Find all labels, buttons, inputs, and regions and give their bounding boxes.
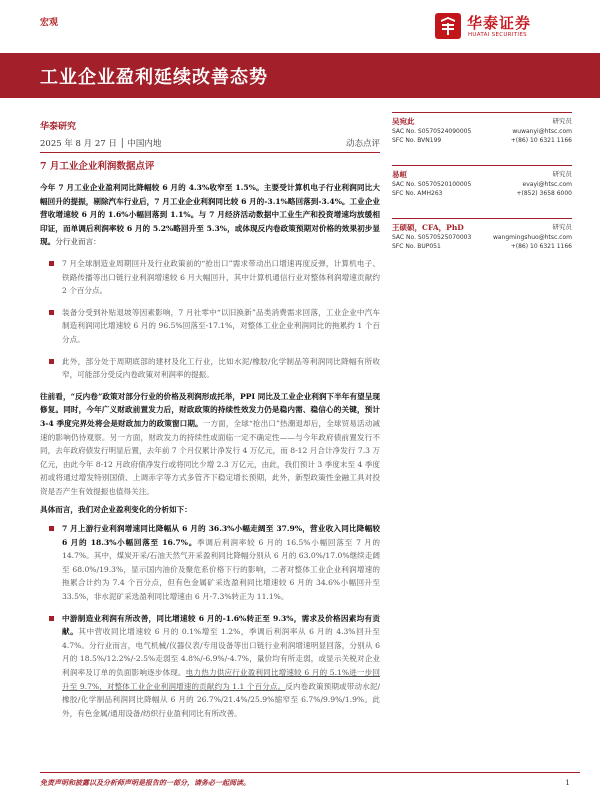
footer-divider [40, 772, 580, 773]
analyst-email[interactable]: evayi@htsc.com [522, 181, 572, 188]
analyst-sac: SAC No. S0570525070003 [392, 234, 472, 241]
intro-bold: 今年 7 月工业企业盈利同比降幅较 6 月的 4.3%收窄至 1.5%。主要受计算机电子行业利润同比大幅回升的提振，剔除汽车行业后，7 月工业企业利润同比较 6 月的-3.1%略回落到-3.4%。工业企业营收增速较 6 月的 1.6%小幅回落到 1.1%。与 7 月经济活动数据中工业生产和投资增速均放缓相印证，而单调后利润率较 6 月的 5.2%略回升至 5.3%，或体现反内卷政策预期对价格的效果初步显现。 [40, 183, 380, 247]
title-banner [0, 53, 600, 98]
analyst-role: 研究员 [552, 223, 572, 231]
midstream-underline: 电力热力供应行业盈利同比增速较 6 月的 5.1%进一步回升至 9.7%，对整体工业企业利润增速的贡献约为 1.1 个百分点。 [62, 668, 380, 691]
intro-paragraph [40, 181, 380, 249]
industry-bullet: 此外，部分处于周期底部的建材及化工行业，比如水泥/橡胶/化学制品等利润同比降幅有所收窄，可能部分受反内卷政策对利润率的提振。 [40, 355, 380, 382]
analyst-email[interactable]: wuwanyi@htsc.com [512, 128, 572, 135]
analyst-email[interactable]: wangmingshuo@htsc.com [492, 234, 572, 241]
analyst-phone: +(852) 3658 6000 [516, 190, 572, 197]
section-title: 7 月工业企业利润数据点评 [40, 161, 155, 172]
midstream-bullet [40, 612, 380, 721]
industry-bullet: 装备分受到补贴退坡等因素影响，7 月社零中“以旧换新”品类消费需求回落，工业企业中汽车制造利润同比增速较 6 月的 96.5%回落至-17.1%，对整体工业企业利润同比的拖累约 1 个百分点。 [40, 306, 380, 347]
analyst-sac: SAC No. S0570520100005 [392, 181, 472, 188]
midstream-bold: 中游制造业利润有所改善，同比增速较 6 月的-1.6%转正至 9.3%，需求及价格因素均有贡献。 [62, 613, 380, 637]
report-date: 2025 年 8 月 27 日 │ 中国内地 [40, 139, 162, 149]
org-name: 华泰研究 [40, 122, 77, 132]
report-type: 动态点评 [345, 139, 380, 149]
analyst-phone: +(86) 10 6321 1166 [510, 137, 572, 144]
analyst-card [392, 218, 572, 264]
analyst-panel [392, 112, 572, 271]
analyst-sac: SAC No. S0570524090005 [392, 128, 472, 135]
analyst-name: 吴宛此 [392, 117, 415, 126]
huatai-logo [435, 10, 570, 44]
report-title: 工业企业盈利延续改善态势 [40, 67, 268, 88]
upstream-bold: 7 月上游行业利润增速同比降幅从 6 月的 36.3%小幅走阔至 37.9%，营业收入同比降幅较 6 月的 18.3%小幅回落至 16.7%。 [62, 524, 380, 547]
analyst-sfc: SFC No. BVN199 [392, 137, 442, 144]
report-category-tag: 宏观 [40, 18, 59, 28]
analyst-role: 研究员 [552, 117, 572, 125]
analyst-role: 研究员 [552, 170, 572, 178]
midstream-normal-2: 反内卷政策预期或带动水泥/橡胶/化学制品利润同比降幅从 6 月的 26.7%/21.4%/25.9%缩窄至 6.7%/9.9%/1.9%。此外，有色金属/通用设备/纺织行业盈利同比有所改善。 [62, 681, 380, 718]
analyst-card [392, 112, 572, 158]
analyst-sfc: SFC No. AMH263 [392, 190, 443, 197]
dateline [40, 137, 380, 153]
footer-disclaimer: 免责声明和披露以及分析师声明是报告的一部分，请务必一起阅读。 [40, 778, 250, 787]
outlook-bold: 往前看，“反内卷”政策对部分行业的价格及利润形成托举，PPI 同比及工业企业利润下半年有望呈现修复。同时，今年广义财政前置发力后，财政政策的持续性效发力仍是稳内需、稳信心的关键，预计 3-4 季度完界处将会是财政加力的政策窗口期。 [40, 391, 380, 428]
intro-normal: 分行业而言： [55, 237, 101, 247]
midstream-normal-1: 其中营收同比增速较 6 月的 0.1%增至 1.2%，季调后利润率从 6 月的 4.3%回升至 4.7%。分行业而言，电气机械/仪器仪表/专用设备等出口链行业利润增速明显回落，分别从 6 月的 18.5%/12.2%/-2.5%走弱至 4.8%/-6.9%/-4.7%，量价均有所走弱，或显示关税对企业利润率及订单的负面影响逐步体现。 [62, 627, 381, 677]
main-content [40, 181, 380, 728]
outlook-paragraph [40, 390, 380, 499]
huatai-logo-icon [435, 13, 461, 39]
analyst-name: 王硕硕，CFA，PhD [392, 223, 464, 232]
analyst-name: 易峘 [392, 170, 407, 179]
analyst-phone: +(86) 10 6321 1166 [510, 243, 572, 250]
analysis-lead: 具体而言，我们对企业盈利变化的分析如下： [40, 505, 192, 515]
upstream-normal: 季调后利润率较 6 月的 16.5%小幅回落至 7 月的 14.7%。其中，煤炭开采/石油天然气开采盈利同比降幅分别从 6 月的 63.0%/17.0%继续走阔至 68.0%/19.3%，显示国内油价及聚危系价格下行的影响，二者对整体工业企业利润增速的拖累合计约为 7.4 个百分点，但有色金属矿采选盈利同比增速较 6 月的 34.6%小幅回升至 33.5%，非水泥矿采选盈利同比增速由 6 月-7.3%转正为 11.1%。 [62, 537, 380, 602]
analyst-card [392, 165, 572, 211]
outlook-normal: 一方面，全球“抢出口”热潮退却后，全球贸易活动减速的影响仍待观察。另一方面，财政发力的持续性或面临一定不确定性——与今年政府债前置发行不同，去年政府债发行明显后置，去年前 7 个月仅累计净发行 4 万亿元，而 8-12 月合计净发行 7.3 万亿元，由此今年 8-12 月政府债净发行或将同比少增 2.3 万亿元，由此，我们预计 3 季度末至 4 季度初或将通过增发特别国债、上调赤字等方式多管齐下稳定增长预期，此外，新型政策性金融工具对投资是否产生有效提振也值得关注。 [40, 418, 380, 496]
logo-text-cn: 华泰证券 [467, 14, 532, 32]
logo-text-en: HUATAI SECURITIES [468, 32, 527, 38]
page-number: 1 [565, 778, 570, 787]
industry-bullet: 7 月全球制造业周期回升及行业政策前的“抢出口”需求带动出口增速再度反弹，计算机电子、铁路传播等出口链行业利润增速较 6 月大幅回升，其中计算机通信行业对整体利润增速贡献约 2 个百分点。 [40, 257, 380, 298]
upstream-bullet [40, 522, 380, 604]
analyst-sfc: SFC No. BUP051 [392, 243, 441, 250]
